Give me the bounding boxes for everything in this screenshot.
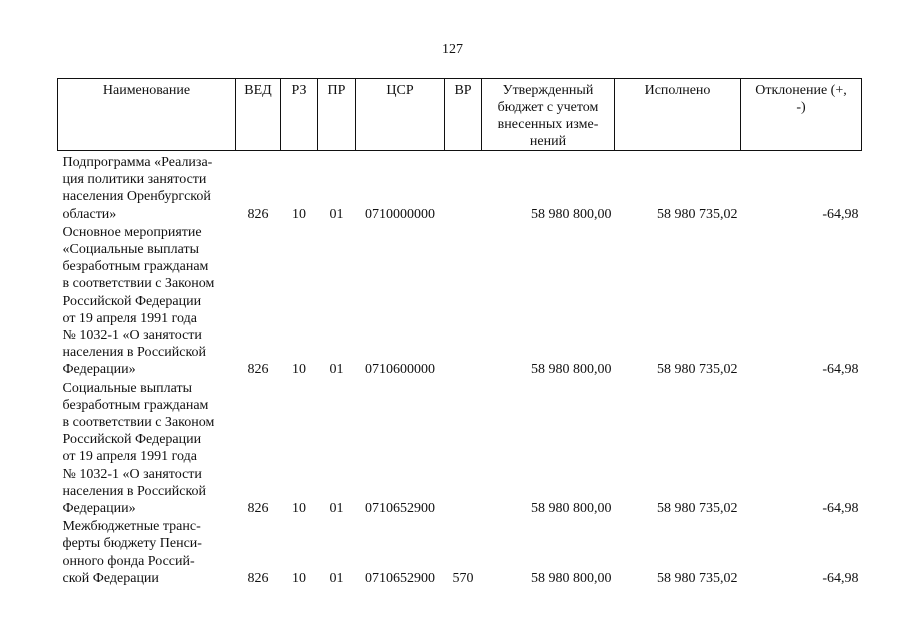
row-ved: 826 bbox=[247, 206, 269, 222]
row-ved: 826 bbox=[247, 570, 269, 586]
header-vr: ВР bbox=[445, 79, 482, 151]
row-name-line: от 19 апреля 1991 года bbox=[62, 449, 197, 465]
header-executed: Исполнено bbox=[615, 79, 741, 151]
row-rz: 10 bbox=[292, 206, 306, 222]
row-name-line: ской Федерации bbox=[62, 570, 159, 586]
table-row bbox=[58, 380, 862, 519]
row-deviation: -64,98 bbox=[822, 570, 859, 586]
row-approved: 58 980 800,00 bbox=[531, 501, 612, 517]
row-name-line: ция политики занятости bbox=[62, 172, 207, 188]
row-name bbox=[58, 518, 236, 588]
header-pr: ПР bbox=[318, 79, 356, 151]
row-vr bbox=[445, 151, 482, 224]
budget-table bbox=[57, 78, 862, 588]
row-pr: 01 bbox=[329, 362, 344, 378]
row-name-line: безработным гражданам bbox=[62, 259, 209, 275]
header-approved: Утвержденный бюджет с учетом внесенных изме-нений bbox=[482, 79, 615, 151]
row-approved: 58 980 800,00 bbox=[531, 362, 612, 378]
row-name-line: «Социальные выплаты bbox=[62, 242, 200, 258]
row-ved: 826 bbox=[247, 501, 269, 517]
row-rz: 10 bbox=[292, 362, 306, 378]
row-name-line: Федерации» bbox=[62, 501, 136, 517]
row-name-line: Подпрограмма «Реализа- bbox=[62, 155, 213, 170]
table-row bbox=[58, 518, 862, 588]
row-vr bbox=[445, 380, 482, 519]
header-deviation: Отклонение (+, -) bbox=[741, 79, 862, 151]
row-name-line: населения в Российской bbox=[62, 483, 207, 499]
row-name bbox=[58, 380, 236, 519]
row-deviation: -64,98 bbox=[822, 206, 859, 222]
row-rz: 10 bbox=[292, 501, 306, 517]
row-name-line: № 1032-1 «О занятости bbox=[62, 328, 202, 344]
row-name-line: онного фонда Россий- bbox=[62, 553, 195, 569]
row-name-line: от 19 апреля 1991 года bbox=[62, 310, 197, 326]
row-deviation: -64,98 bbox=[822, 362, 859, 378]
row-name-line: Российской Федерации bbox=[62, 293, 202, 309]
row-name-line: Федерации» bbox=[62, 362, 136, 378]
row-name-line: Социальные выплаты bbox=[62, 380, 193, 396]
row-csr: 0710000000 bbox=[365, 206, 435, 222]
header-ved: ВЕД bbox=[236, 79, 281, 151]
row-name-line: Основное мероприятие bbox=[62, 224, 202, 240]
page-number: 127 bbox=[442, 42, 463, 57]
row-name-line: ферты бюджету Пенси- bbox=[62, 536, 202, 552]
row-pr: 01 bbox=[329, 570, 344, 586]
row-name-line: № 1032-1 «О занятости bbox=[62, 466, 202, 482]
row-name bbox=[58, 224, 236, 380]
row-approved: 58 980 800,00 bbox=[531, 570, 612, 586]
row-csr: 0710600000 bbox=[365, 362, 435, 378]
row-name-line: населения в Российской bbox=[62, 345, 207, 361]
row-deviation: -64,98 bbox=[822, 501, 859, 517]
row-executed: 58 980 735,02 bbox=[657, 501, 738, 517]
row-name-line: Российской Федерации bbox=[62, 432, 202, 448]
row-csr: 0710652900 bbox=[365, 501, 435, 517]
header-rz: РЗ bbox=[281, 79, 318, 151]
header-name: Наименование bbox=[58, 79, 236, 151]
row-name bbox=[58, 151, 236, 224]
table-body bbox=[58, 151, 862, 589]
row-name-line: безработным гражданам bbox=[62, 397, 209, 413]
row-pr: 01 bbox=[329, 206, 344, 222]
row-pr: 01 bbox=[329, 501, 344, 517]
row-approved: 58 980 800,00 bbox=[531, 206, 612, 222]
row-name-line: в соответствии с Законом bbox=[62, 276, 215, 292]
row-csr: 0710652900 bbox=[365, 570, 435, 586]
row-ved: 826 bbox=[247, 362, 269, 378]
row-vr: 570 bbox=[452, 570, 474, 586]
row-rz: 10 bbox=[292, 570, 306, 586]
row-executed: 58 980 735,02 bbox=[657, 206, 738, 222]
row-vr bbox=[445, 224, 482, 380]
header-csr: ЦСР bbox=[356, 79, 445, 151]
table-row bbox=[58, 151, 862, 224]
row-executed: 58 980 735,02 bbox=[657, 362, 738, 378]
row-name-line: области» bbox=[62, 206, 117, 222]
row-name-line: населения Оренбургской bbox=[62, 189, 211, 205]
row-executed: 58 980 735,02 bbox=[657, 570, 738, 586]
table-header-row bbox=[58, 79, 862, 151]
table-row bbox=[58, 224, 862, 380]
row-name-line: в соответствии с Законом bbox=[62, 415, 215, 431]
row-name-line: Межбюджетные транс- bbox=[62, 519, 201, 535]
